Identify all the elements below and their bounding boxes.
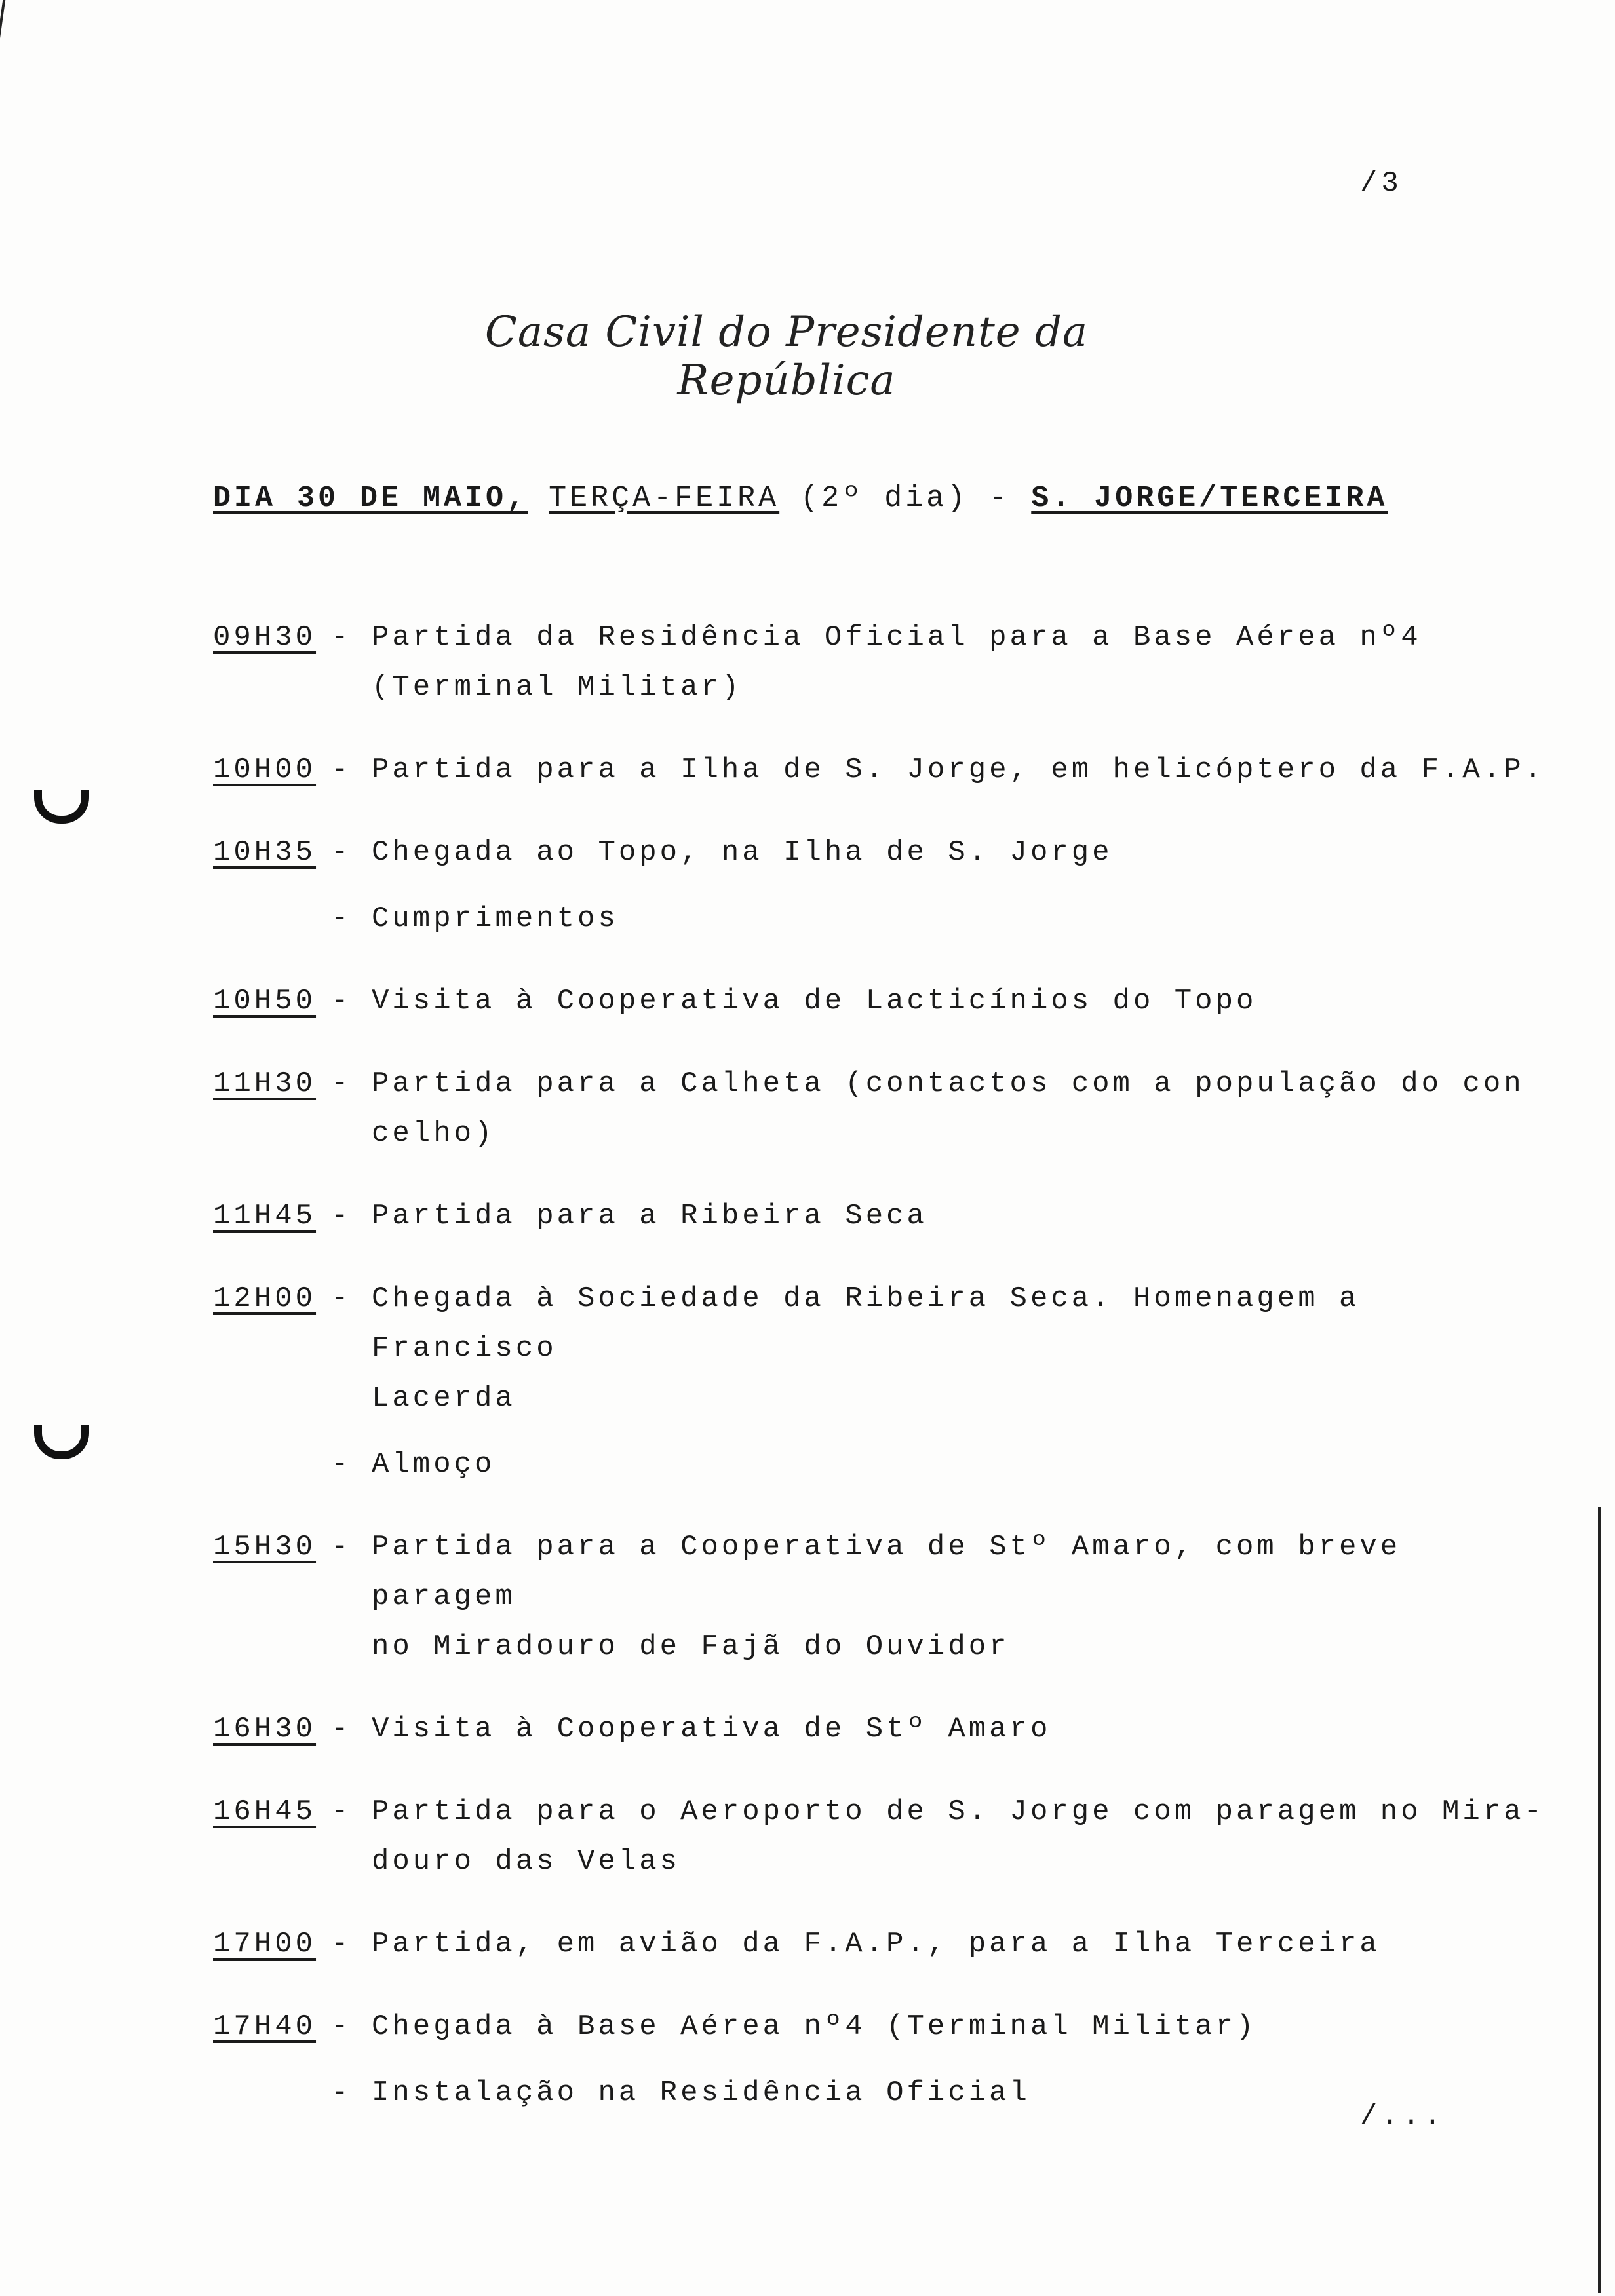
page-number: /3 xyxy=(1360,167,1403,200)
schedule-entry xyxy=(213,1919,1557,1969)
entry-text: Partida para a Cooperativa de Stº Amaro, com breve paragem no Miradouro de Fajã do Ouvidor xyxy=(372,1531,1401,1663)
sub-gap xyxy=(213,2052,1557,2068)
entry-text: Chegada à Sociedade da Ribeira Seca. Homenagem a Francisco Lacerda xyxy=(372,1282,1360,1415)
entry-dash: - xyxy=(331,1795,352,1828)
entry-dash: - xyxy=(331,1713,352,1746)
entry-time: 10H50 xyxy=(213,985,317,1018)
entry-gap xyxy=(213,712,1557,745)
subitem-text: Instalação na Residência Oficial xyxy=(372,2076,1030,2109)
schedule-entry xyxy=(213,745,1557,795)
entry-gap xyxy=(213,1241,1557,1274)
entry-text: Visita à Cooperativa de Stº Amaro xyxy=(372,1713,1051,1746)
entry-gap xyxy=(213,1026,1557,1059)
entry-dash: - xyxy=(331,621,352,654)
subitem-dash: - xyxy=(331,1448,352,1481)
entry-text: Partida da Residência Oficial para a Base Aérea nº4 (Terminal Militar) xyxy=(372,621,1422,704)
schedule-entry xyxy=(213,1191,1557,1241)
entry-dash: - xyxy=(331,985,352,1018)
schedule-subitem xyxy=(213,2068,1557,2118)
entry-text: Visita à Cooperativa de Lacticínios do Topo xyxy=(372,985,1257,1018)
entry-time: 09H30 xyxy=(213,621,317,654)
schedule-entry xyxy=(213,1704,1557,1754)
entry-gap xyxy=(213,1672,1557,1704)
entry-time: 15H30 xyxy=(213,1531,317,1563)
heading-route: S. JORGE/TERCEIRA xyxy=(1031,482,1388,515)
punch-hole xyxy=(34,1425,89,1459)
entry-time: 16H45 xyxy=(213,1795,317,1828)
entry-time: 17H00 xyxy=(213,1928,317,1961)
entry-text: Partida para o Aeroporto de S. Jorge com paragem no Mira- douro das Velas xyxy=(372,1795,1546,1878)
heading-date: DIA 30 DE MAIO, xyxy=(213,482,528,515)
schedule-entry xyxy=(213,613,1557,712)
subitem-dash: - xyxy=(331,902,352,935)
entry-dash: - xyxy=(331,1200,352,1233)
heading-weekday: TERÇA-FEIRA xyxy=(549,482,780,515)
schedule-list xyxy=(213,613,1557,2118)
entry-gap xyxy=(213,1886,1557,1919)
entry-text: Chegada à Base Aérea nº4 (Terminal Militar) xyxy=(372,2010,1257,2043)
schedule-entry xyxy=(213,1274,1557,1423)
entry-time: 10H00 xyxy=(213,754,317,786)
subitem-text: Cumprimentos xyxy=(372,902,619,935)
sub-gap xyxy=(213,877,1557,894)
entry-gap xyxy=(213,1969,1557,2002)
entry-dash: - xyxy=(331,2010,352,2043)
schedule-subitem xyxy=(213,1440,1557,1489)
continuation-mark: /... xyxy=(1360,2100,1445,2133)
page-edge-mark xyxy=(1598,1507,1601,2293)
entry-time: 11H30 xyxy=(213,1067,317,1100)
subitem-dash: - xyxy=(331,2076,352,2109)
day-heading xyxy=(213,482,1388,515)
punch-hole xyxy=(34,790,89,824)
schedule-entry xyxy=(213,1787,1557,1886)
entry-dash: - xyxy=(331,836,352,869)
entry-dash: - xyxy=(331,1067,352,1100)
entry-gap xyxy=(213,1754,1557,1787)
entry-text: Partida, em avião da F.A.P., para a Ilha Terceira xyxy=(372,1928,1380,1961)
entry-text: Partida para a Calheta (contactos com a população do con celho) xyxy=(372,1067,1525,1150)
entry-time: 16H30 xyxy=(213,1713,317,1746)
entry-dash: - xyxy=(331,754,352,786)
subitem-text: Almoço xyxy=(372,1448,496,1481)
entry-time: 10H35 xyxy=(213,836,317,869)
entry-dash: - xyxy=(331,1928,352,1961)
heading-day-count: (2º dia) xyxy=(800,482,969,515)
heading-separator: - xyxy=(989,482,1011,515)
entry-text: Chegada ao Topo, na Ilha de S. Jorge xyxy=(372,836,1113,869)
schedule-subitem xyxy=(213,894,1557,944)
schedule-entry xyxy=(213,1522,1557,1672)
corner-mark xyxy=(0,0,25,39)
entry-gap xyxy=(213,944,1557,976)
entry-gap xyxy=(213,1489,1557,1522)
entry-dash: - xyxy=(331,1282,352,1315)
entry-text: Partida para a Ribeira Seca xyxy=(372,1200,927,1233)
schedule-entry xyxy=(213,1059,1557,1158)
schedule-entry xyxy=(213,2002,1557,2052)
entry-text: Partida para a Ilha de S. Jorge, em helicóptero da F.A.P. xyxy=(372,754,1546,786)
letterhead: Casa Civil do Presidente da República xyxy=(484,308,1089,405)
entry-time: 17H40 xyxy=(213,2010,317,2043)
schedule-entry xyxy=(213,976,1557,1026)
sub-gap xyxy=(213,1423,1557,1440)
schedule-entry xyxy=(213,828,1557,877)
entry-gap xyxy=(213,795,1557,828)
entry-time: 12H00 xyxy=(213,1282,317,1315)
entry-time: 11H45 xyxy=(213,1200,317,1233)
entry-dash: - xyxy=(331,1531,352,1563)
entry-gap xyxy=(213,1158,1557,1191)
